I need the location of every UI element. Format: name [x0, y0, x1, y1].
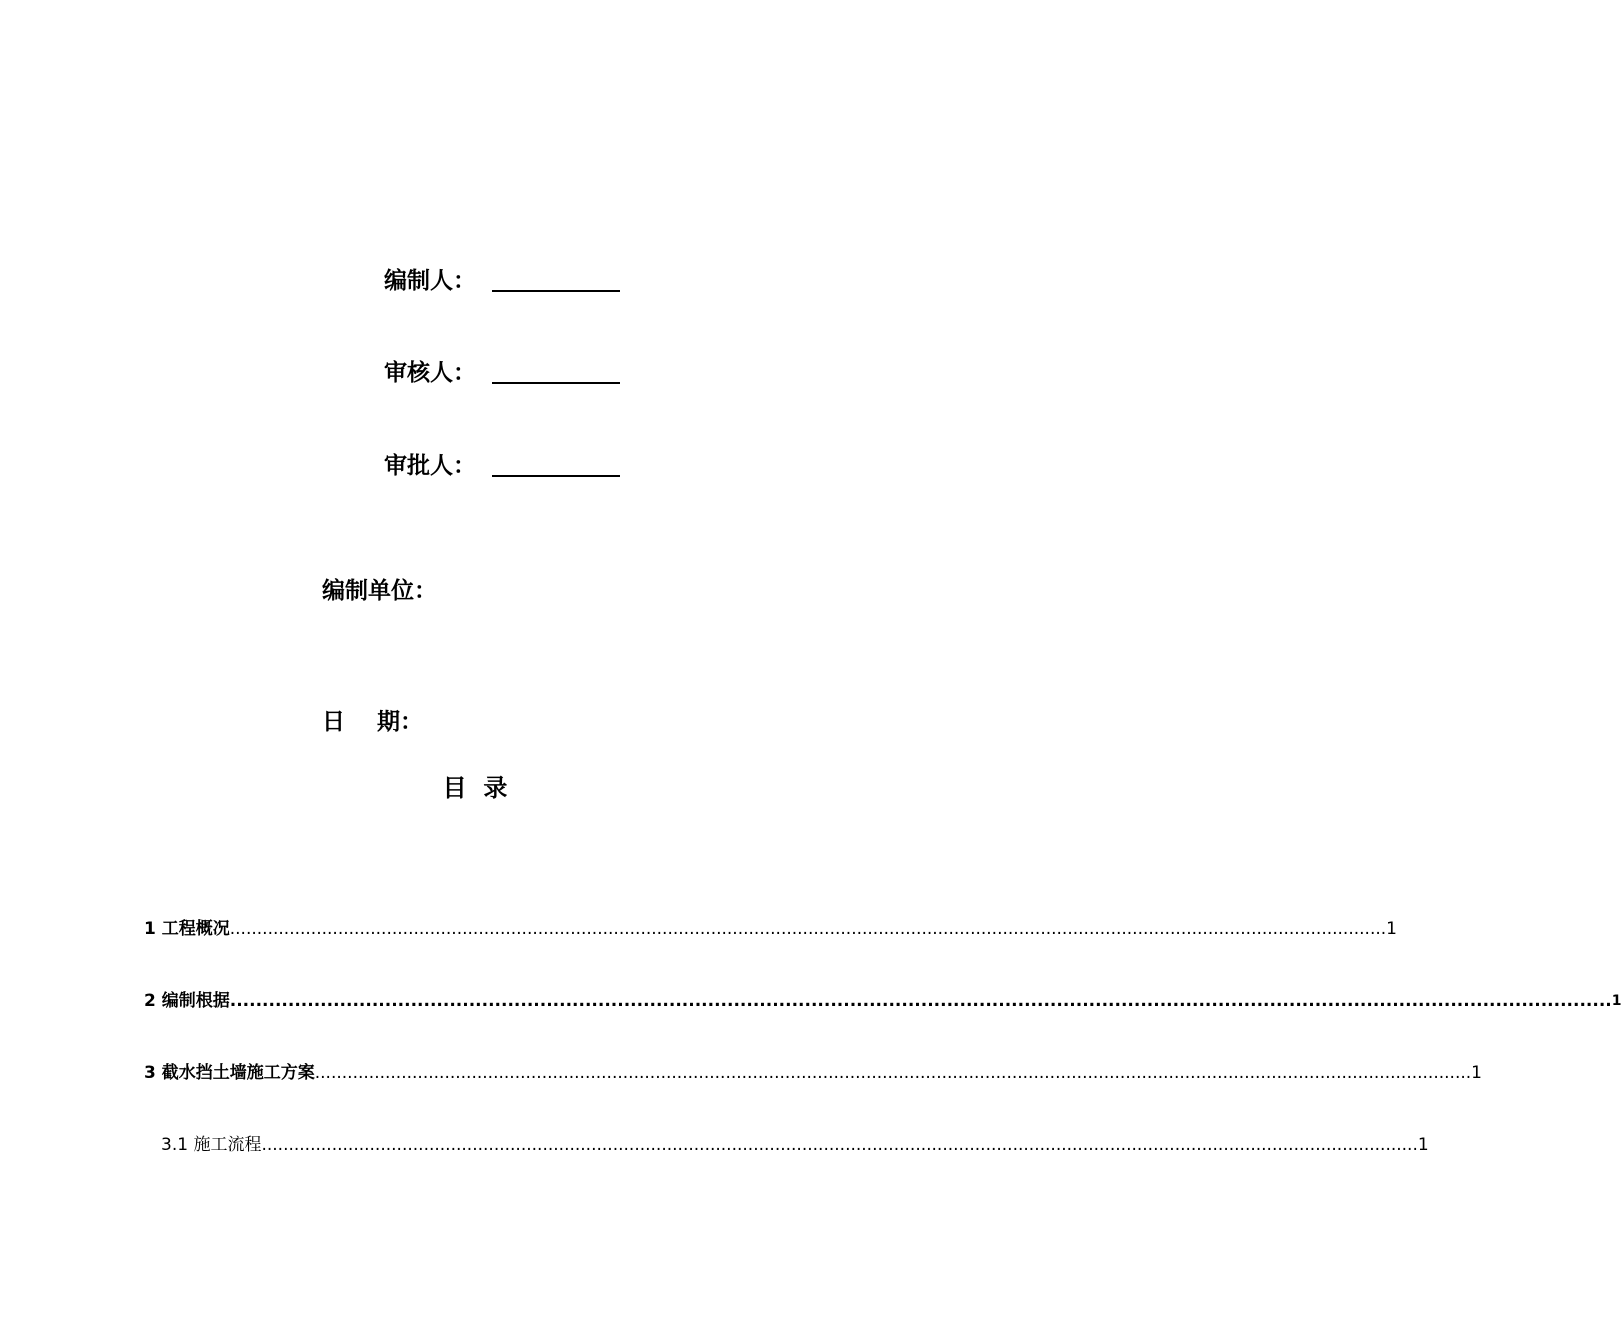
- reviewer-label: 审核人：: [384, 360, 476, 386]
- toc-entry-text: 1 工程概况: [144, 919, 230, 939]
- toc-entry-3[interactable]: [144, 1061, 1482, 1085]
- approver-signature-line: [492, 475, 620, 477]
- reviewer-signature-line: [492, 382, 620, 384]
- toc-entry-1[interactable]: [144, 917, 1397, 941]
- toc-leader-dots: ......................................................................................................................................................................................................................: [261, 1135, 1418, 1155]
- toc-entry-text: 3 截水挡土墙施工方案: [144, 1063, 315, 1083]
- compiling-unit-label: 编制单位：: [322, 578, 437, 604]
- toc-page-number: 1: [1471, 1063, 1482, 1083]
- toc-leader-dots: ......................................................................................................................................................................................................................: [314, 1063, 1472, 1083]
- toc-leader-dots: ......................................................................................................................................................................................................................: [229, 919, 1387, 939]
- toc-page-number: 1: [1417, 1135, 1429, 1155]
- toc-title: 目 录: [442, 774, 508, 802]
- date-label: 日 期：: [322, 709, 424, 735]
- toc-entry-text: 2 编制根据: [144, 991, 230, 1011]
- signature-row-reviewer: [384, 354, 620, 388]
- signature-row-compiler: [384, 262, 620, 296]
- signature-row-approver: [384, 447, 620, 481]
- toc-page-number: 1: [1611, 993, 1622, 1009]
- toc-entry-text: 3.1 施工流程: [161, 1135, 262, 1155]
- compiler-signature-line: [492, 290, 620, 292]
- toc-entry-2[interactable]: [144, 989, 1622, 1013]
- toc-leader-dots: ......................................................................................................................................................................................................................: [229, 991, 1612, 1011]
- compiler-label: 编制人：: [384, 268, 476, 294]
- approver-label: 审批人：: [384, 453, 476, 479]
- toc-entry-3-1[interactable]: [161, 1133, 1429, 1157]
- toc-page-number: 1: [1386, 919, 1397, 939]
